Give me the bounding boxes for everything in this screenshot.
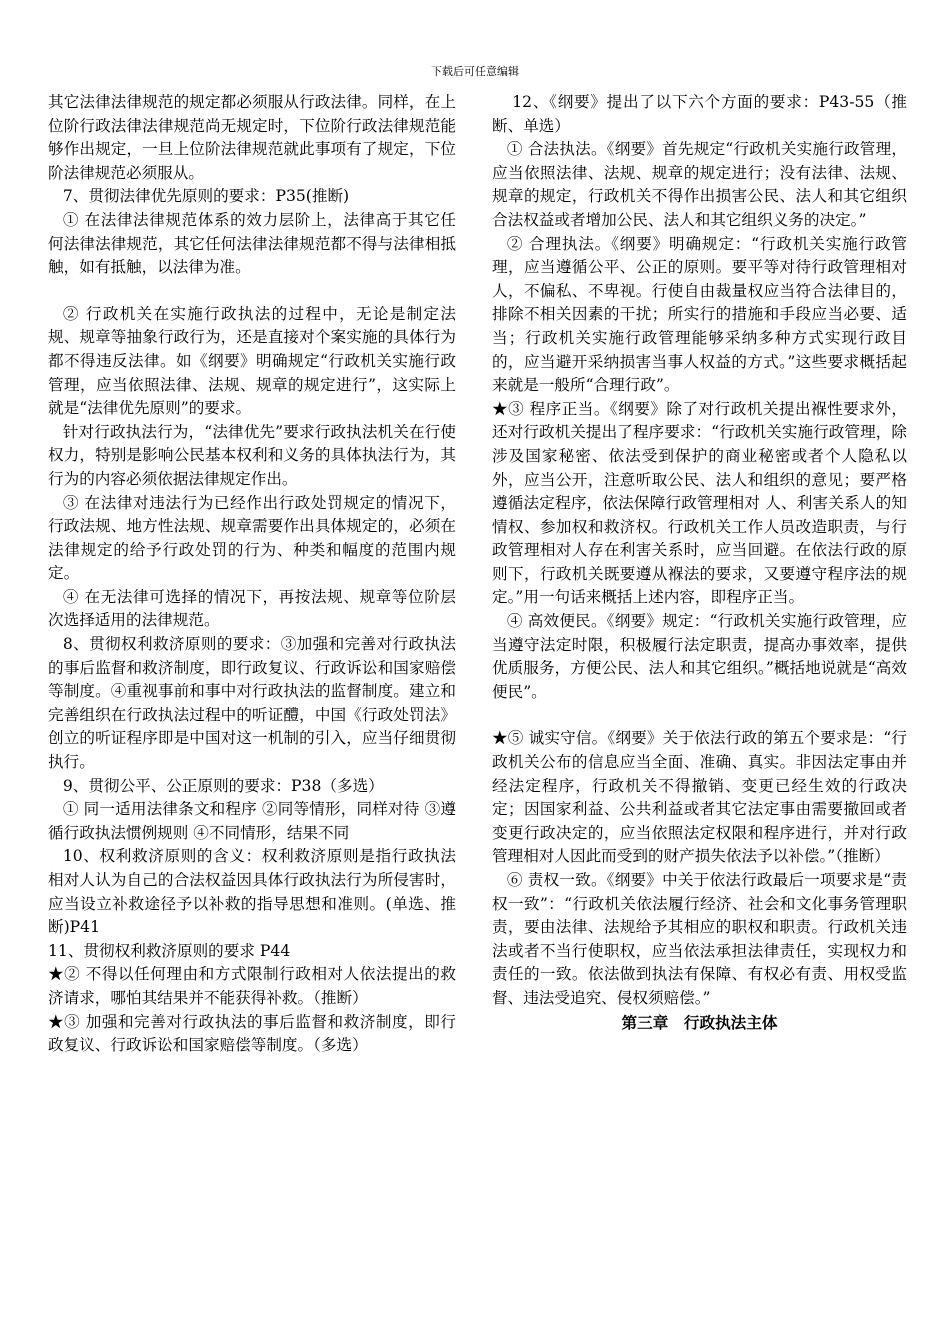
paragraph: 9、贯彻公平、公正原则的要求：P38（多选） — [62, 776, 384, 795]
paragraph: ② 合理执法。《纲要》明确规定：“行政机关实施行政管理，应当遵循公平、公正的原则。要平等对待行政管理相对人，不偏私、不卑视。行使自由裁量权应当符合法律目的，排除不相关因素的干扰；所实行的措施和手段应当必要、适当；行政机关实施行政管理能够采纳多种方式实现行政目的，应当避开采纳损害当事人权益的方式。”这些要求概括起来就是一般所“合理行政”。 — [492, 234, 907, 395]
paragraph: 12、《纲要》提出了以下六个方面的要求：P43-55（推断、单选） — [492, 93, 907, 135]
paragraph: 针对行政执法行为，“法律优先”要求行政执法机关在行使权力，特别是影响公民基本权利和义务的具体执法行为，其行为的内容必须依据法律规定作出。 — [48, 422, 456, 488]
paragraph: ① 同一适用法律条文和程序 ②同等情形，同样对待 ③遵循行政执法惯例规则 ④不同情形，结果不同 — [48, 800, 456, 842]
paragraph: ① 在法律法律规范体系的效力层阶上，法律高于其它任何法律法律规范，其它任何法律法律规范都不得与法律相抵触，如有抵触，以法律为准。 — [48, 210, 456, 277]
paragraph: 7、贯彻法律优先原则的要求：P35(推断) — [62, 187, 350, 206]
paragraph: ⑥ 责权一致。《纲要》中关于依法行政最后一项要求是“责权一致”：“行政机关依法履行经济、社会和文化事务管理职责，要由法律、法规给予其相应的职权和职责。行政机关违法或者不当行使职权，应当依法承担法律责任，实现权力和责任的一致。依法做到执法有保障、有权必有责、用权受监督、违法受追究、侵权须赔偿。” — [492, 871, 907, 1007]
paragraph: ★② 不得以任何理由和方式限制行政相对人依法提出的救济请求，哪怕其结果并不能获得补救。（推断） — [48, 965, 456, 1007]
paragraph: ② 行政机关在实施行政执法的过程中，无论是制定法规、规章等抽象行政行为，还是直接对个案实施的具体行为都不得违反法律。如《纲要》明确规定“行政机关实施行政管理，应当依照法律、法规、规章的规定进行”，这实际上就是“法律优先原则”的要求。 — [48, 304, 456, 418]
paragraph: ★⑤ 诚实守信。《纲要》关于依法行政的第五个要求是：“行政机关公布的信息应当全面、准确、真实。非因法定事由并经法定程序，行政机关不得撤销、变更已经生效的行政决定；因国家利益、公共利益或者其它法定事由需要撤回或者变更行政决定的，应当依照法定权限和程序进行，并对行政管理相对人因此而受到的财产损失依法予以补偿。”（推断） — [492, 729, 907, 866]
paragraph: ★③ 加强和完善对行政执法的事后监督和救济制度，即行政复议、行政诉讼和国家赔偿等制度。（多选） — [48, 1012, 456, 1055]
page-header: 下载后可任意编辑 — [431, 65, 519, 78]
paragraph: ③ 在法律对违法行为已经作出行政处罚规定的情况下，行政法规、地方性法规、规章需要作出具体规定的，必须在法律规定的给予行政处罚的行为、种类和幅度的范围内规定。 — [48, 493, 456, 583]
paragraph-spacer — [492, 704, 907, 727]
chapter-heading: 第三章 行政执法主体 — [621, 1012, 778, 1032]
paragraph: 10、权利救济原则的含义：权利救济原则是指行政执法相对人认为自己的合法权益因具体行政执法行为所侵害时，应当设立补救途径予以补救的指导思想和准则。(单选、推断)P41 — [48, 847, 456, 937]
paragraph: ④ 高效便民。《纲要》规定：“行政机关实施行政管理，应当遵守法定时限，积极履行法定职责，提高办事效率，提供优质服务，方便公民、法人和其它组织。”概括地说就是“高效便民”。 — [492, 612, 907, 701]
paragraph: ★③ 程序正当。《纲要》除了对行政机关提出褓性要求外，还对行政机关提出了程序要求：“行政机关实施行政管理，除涉及国家秘密、依法受到保护的商业秘密或者个人隐私以外，应当公开，注意听取公民、法人和组织的意见；要严格遵循法定程序，依法保障行政管理相对 人、利害关系人的知情权、参加权和救济权。行政机关工作人员改造职责，与行政管理相对人存在利害关系时，应当回避。在依法行政的原则下，行政机关既要遵从褓法的要求，又要遵守程序法的规定。”用一句话来概括上述内容，即程序正当。 — [492, 399, 907, 607]
paragraph: 8、贯彻权利救济原则的要求：③加强和完善对行政执法的事后监督和救济制度，即行政复议、行政诉讼和国家赔偿等制度。④重视事前和事中对行政执法的监督制度。建立和完善组织在行政执法过程中的听证醴，中国《行政处罚法》创立的听证程序即是中国对这一机制的引入，应当仔细贯彻执行。 — [48, 635, 456, 772]
right-column — [492, 91, 907, 1034]
paragraph-spacer — [48, 280, 456, 303]
paragraph: 其它法律法律规范的规定都必须服从行政法律。同样，在上位阶行政法律法律规范尚无规定时，下位阶行政法律规范能够作出规定，一旦上位阶法律规范就此事项有了规定，下位阶法律规范必须服从。 — [48, 93, 456, 182]
left-column — [48, 91, 456, 1058]
paragraph: 11、贯彻权利救济原则的要求 P44 — [48, 941, 291, 960]
paragraph: ④ 在无法律可选择的情况下，再按法规、规章等位阶层次选择适用的法律规范。 — [48, 587, 456, 630]
paragraph: ① 合法执法。《纲要》首先规定“行政机关实施行政管理，应当依照法律、法规、规章的规定进行；没有法律、法规、规章的规定，行政机关不得作出损害公民、法人和其它组织合法权益或者增加公民、法人和其它组织义务的决定。” — [492, 140, 907, 229]
